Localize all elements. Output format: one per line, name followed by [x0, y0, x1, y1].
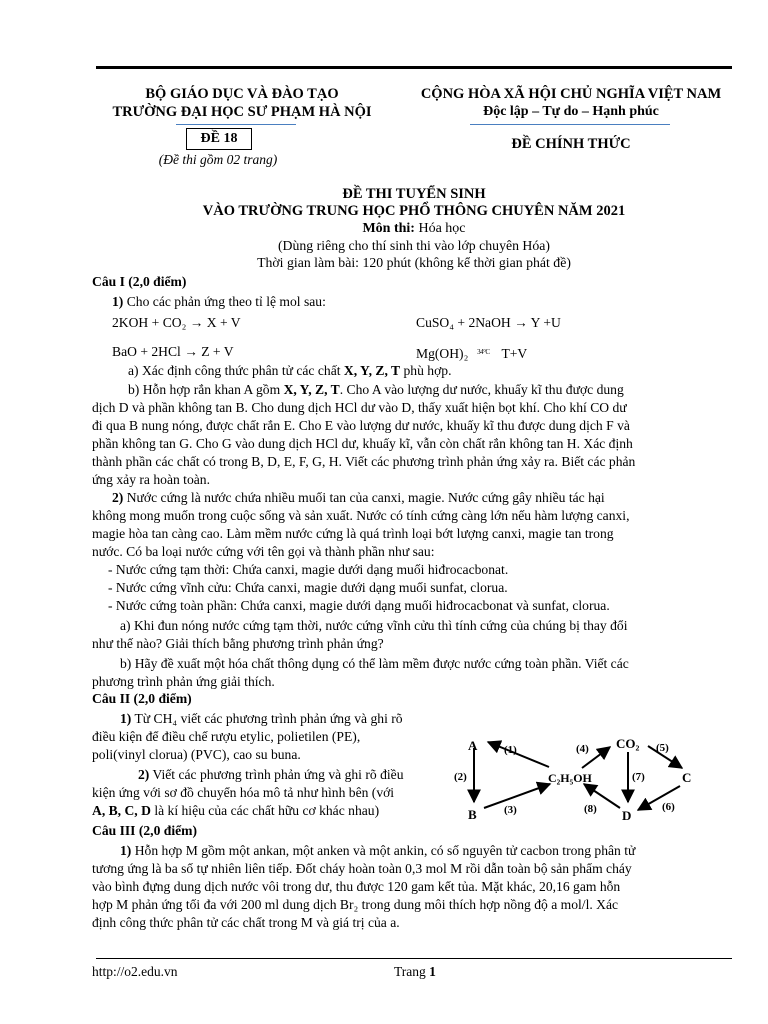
edge-label-1: (1): [504, 744, 517, 756]
edge-label-8: (8): [584, 803, 597, 815]
q1-b-line4: phần không tan G. Cho G vào dung dịch HCl dư, khuấy kĩ, vẫn còn chất rắn không tan H. Xác định: [92, 436, 633, 451]
q1-b-line5: thành phần các chất có trong B, D, E, F, G, H. Viết các phương trình phản ứng xảy ra. Biết các phản: [92, 454, 636, 469]
q2-part1-line3: poli(vinyl clorua) (PVC), cao su buna.: [92, 747, 301, 762]
national-motto: Độc lập – Tự do – Hạnh phúc: [483, 104, 659, 119]
republic-name: CỘNG HÒA XÃ HỘI CHỦ NGHĨA VIỆT NAM: [420, 86, 722, 102]
q1-a: a) Xác định công thức phân tử các chất X, Y, Z, T phù hợp.: [128, 363, 452, 378]
q1-equation-4: Mg(OH)₂ 34°C T+V: [416, 343, 527, 363]
top-rule: [96, 66, 732, 69]
q2-part2-line1: 2) Viết các phương trình phản ứng và ghi rõ điều: [138, 767, 404, 782]
subject-line: [96, 221, 732, 237]
q2-part1-line2: điều kiện để điều chế rượu etylic, polietilen (PE),: [92, 729, 361, 744]
edge-label-4: (4): [576, 743, 589, 755]
edge-label-6: (6): [662, 801, 675, 813]
q3-line4: hợp M phản ứng tối đa với 200 ml dung dịch Br₂ trong dung môi thích hợp nồng độ a mol/l. Xác: [92, 897, 619, 912]
university-name: TRƯỜNG ĐẠI HỌC SƯ PHẠM HÀ NỘI: [112, 104, 372, 120]
q3-line2: tương ứng là ba số tự nhiên liên tiếp. Đốt cháy hoàn toàn 0,3 mol M rồi dẫn toàn bộ sản phẩm cháy: [92, 861, 632, 876]
q1-part2-line4: nước. Có ba loại nước cứng với tên gọi và thành phần như sau:: [92, 544, 435, 559]
q2-part2-line2: kiện ứng với sơ đồ chuyển hóa mô tả như hình bên (với: [92, 785, 395, 800]
node-co2: CO₂: [616, 736, 640, 751]
edge-label-3: (3): [504, 804, 517, 816]
subject-name: Hóa học: [414, 221, 466, 236]
exam-time: Thời gian làm bài: 120 phút (không kể thời gian phát đề): [257, 255, 571, 270]
subject-label: Môn thi:: [362, 221, 415, 236]
header-right-underline: [470, 124, 670, 125]
q1-part2-line2: không mong muốn trong cuộc sống và sản xuất. Nước có tính cứng càng lớn nếu hàm lượng canxi,: [92, 508, 630, 523]
q1-b-line2: dịch D và phần không tan B. Cho dung dịch HCl dư vào D, thấy xuất hiện bọt khí. Cho khí CO dư: [92, 400, 627, 415]
list-item-total: - Nước cứng toàn phần: Chứa canxi, magie dưới dạng muối hiđrocacbonat và sunfat, clorua.: [108, 598, 610, 613]
q1-part2-line1: 2) Nước cứng là nước chứa nhiều muối tan của canxi, magie. Nước cứng gây nhiều tác hại: [112, 490, 605, 505]
pages-note: (Đề thi gồm 02 trang): [158, 152, 278, 167]
exam-title: ĐỀ THI TUYỂN SINH: [342, 186, 486, 202]
q2-part2-line3: A, B, C, D là kí hiệu của các chất hữu cơ khác nhau): [92, 803, 380, 818]
arrow-1: [488, 742, 549, 767]
q1-part1-intro: 1) Cho các phản ứng theo tỉ lệ mol sau:: [112, 294, 326, 309]
exam-code-box: ĐỀ 18: [186, 128, 252, 150]
edge-label-5: (5): [656, 742, 669, 754]
q1-part2-b-line1: b) Hãy đề xuất một hóa chất thông dụng có thể làm mềm được nước cứng toàn phần. Viết các: [120, 656, 629, 671]
exam-subtitle: VÀO TRƯỜNG TRUNG HỌC PHỔ THÔNG CHUYÊN NĂM 2021: [202, 203, 626, 219]
q3-line1: 1) Hỗn hợp M gồm một ankan, một anken và một ankin, có số nguyên tử cacbon trong phân tử: [120, 843, 636, 858]
header-left-underline: [176, 124, 296, 125]
q1-b-line1: b) Hỗn hợp rắn khan A gồm X, Y, Z, T. Cho A vào lượng dư nước, khuấy kĩ thu được dung: [128, 382, 624, 397]
q1-part2-a-line2: như thế nào? Giải thích bằng phương trình phản ứng?: [92, 636, 384, 651]
q1-heading: Câu I (2,0 điểm): [92, 274, 187, 289]
q3-line3: vào bình đựng dung dịch nước vôi trong dư, thu được 120 gam kết tủa. Mặt khác, 20,16 gam hỗn: [92, 879, 621, 894]
q1-part2-b-line2: phương trình phản ứng giải thích.: [92, 674, 275, 689]
q1-equation-3: BaO + 2HCl → Z + V: [112, 344, 234, 359]
heat-condition: 34°C: [477, 348, 490, 356]
reaction-scheme-diagram: [452, 734, 696, 826]
q1-equation-1: 2KOH + CO₂ → X + V: [112, 315, 241, 330]
q1-part2-a-line1: a) Khi đun nóng nước cứng tạm thời, nước cứng vĩnh cửu thì tính cứng của chúng bị thay đổi: [120, 618, 628, 633]
node-a: A: [468, 738, 478, 753]
q1-equation-2: CuSO₄ + 2NaOH → Y +U: [416, 315, 561, 330]
node-d: D: [622, 808, 632, 823]
q1-part2-line3: magie hòa tan càng cao. Làm mềm nước cứng là quá trình loại bớt lượng canxi, magie tan trong: [92, 526, 614, 541]
footer-url[interactable]: http://o2.edu.vn: [92, 964, 178, 979]
exam-note: (Dùng riêng cho thí sinh thi vào lớp chuyên Hóa): [277, 238, 551, 253]
node-b: B: [468, 807, 477, 822]
edge-label-7: (7): [632, 771, 645, 783]
page-number: Trang 1: [394, 964, 436, 979]
edge-label-2: (2): [454, 771, 467, 783]
q2-part1-line1: 1) Từ CH₄ viết các phương trình phản ứng và ghi rõ: [120, 711, 403, 726]
list-item-permanent: - Nước cứng vĩnh cửu: Chứa canxi, magie dưới dạng muối sunfat, clorua.: [108, 580, 508, 595]
q1-b-line3: đi qua B nung nóng, được chất rắn E. Cho E vào lượng dư nước, khuấy kĩ thu được dung dịch F và: [92, 418, 630, 433]
list-item-temporary: - Nước cứng tạm thời: Chứa canxi, magie dưới dạng muối hiđrocacbonat.: [108, 562, 509, 577]
node-c: C: [682, 770, 692, 785]
arrow-3: [484, 784, 550, 808]
q3-line5: định công thức phân tử các chất trong M và giá trị của a.: [92, 915, 400, 930]
q2-heading: Câu II (2,0 điểm): [92, 691, 192, 706]
q3-heading: Câu III (2,0 điểm): [92, 823, 197, 838]
bottom-rule: [96, 958, 732, 959]
official-label: ĐỀ CHÍNH THỨC: [511, 136, 631, 152]
node-ethanol: C₂H₅OH: [548, 771, 592, 785]
ministry-name: BỘ GIÁO DỤC VÀ ĐÀO TẠO: [145, 86, 339, 102]
q1-b-line6: ứng xảy ra hoàn toàn.: [92, 472, 210, 487]
